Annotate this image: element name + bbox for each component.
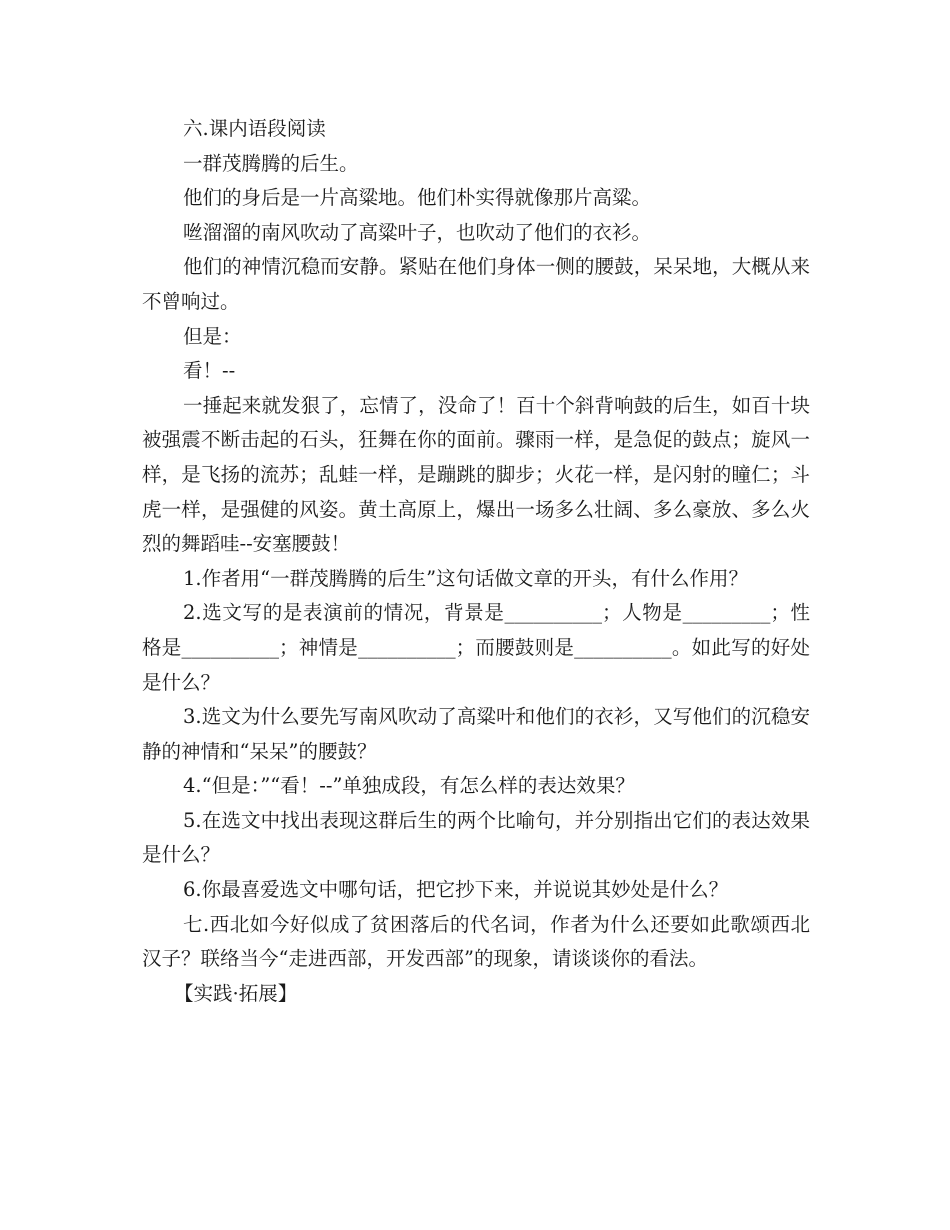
practice-extension-heading: 【实践·拓展】 <box>174 981 298 1005</box>
paragraph: 他们的身后是一片高粱地。他们朴实得就像那片高粱。 <box>183 186 652 210</box>
question-6: 6.你最喜爱选文中哪句话，把它抄下来，并说说其妙处是什么？ <box>183 878 729 902</box>
paragraph: 咝溜溜的南风吹动了高粱叶子，也吹动了他们的衣衫。 <box>183 220 652 244</box>
paragraph: 一捶起来就发狠了，忘情了，没命了！百十个斜背响鼓的后生，如百十块被强震不断击起的石头，狂舞在你的面前。骤雨一样，是急促的鼓点；旋风一样，是飞扬的流苏；乱蛙一样，是蹦跳的脚步；火花一样，是闪射的瞳仁；斗虎一样，是强健的风姿。黄土高原上，爆出一场多么壮阔、多么豪放、多么火烈的舞蹈哇--安塞腰鼓！ <box>142 393 810 556</box>
question-3: 3.选文为什么要先写南风吹动了高粱叶和他们的衣衫，又写他们的沉稳安静的神情和“呆呆”的腰鼓？ <box>142 705 810 763</box>
question-1: 1.作者用“一群茂腾腾的后生”这句话做文章的开头，有什么作用？ <box>183 566 749 590</box>
document-body <box>142 112 810 1011</box>
section-title-reading: 六.课内语段阅读 <box>183 117 326 140</box>
paragraph: 一群茂腾腾的后生。 <box>183 151 359 175</box>
question-5: 5.在选文中找出表现这群后生的两个比喻句，并分别指出它们的表达效果是什么？ <box>142 808 810 867</box>
paragraph: 他们的神情沉稳而安静。紧贴在他们身体一侧的腰鼓，呆呆地，大概从来不曾响过。 <box>142 255 810 313</box>
paragraph: 看！-- <box>183 359 236 383</box>
question-4: 4.“但是：”“看！--”单独成段，有怎么样的表达效果？ <box>183 774 635 798</box>
question-2: 2.选文写的是表演前的情况，背景是__________；人物是_________；性格是__________；神情是__________；而腰鼓则是__________。如此写的好处是什么？ <box>142 601 810 694</box>
section-seven-question: 七.西北如今好似成了贫困落后的代名词，作者为什么还要如此歌颂西北汉子？联络当今“走进西部，开发西部”的现象，请谈谈你的看法。 <box>142 912 810 971</box>
paragraph: 但是： <box>183 324 242 348</box>
